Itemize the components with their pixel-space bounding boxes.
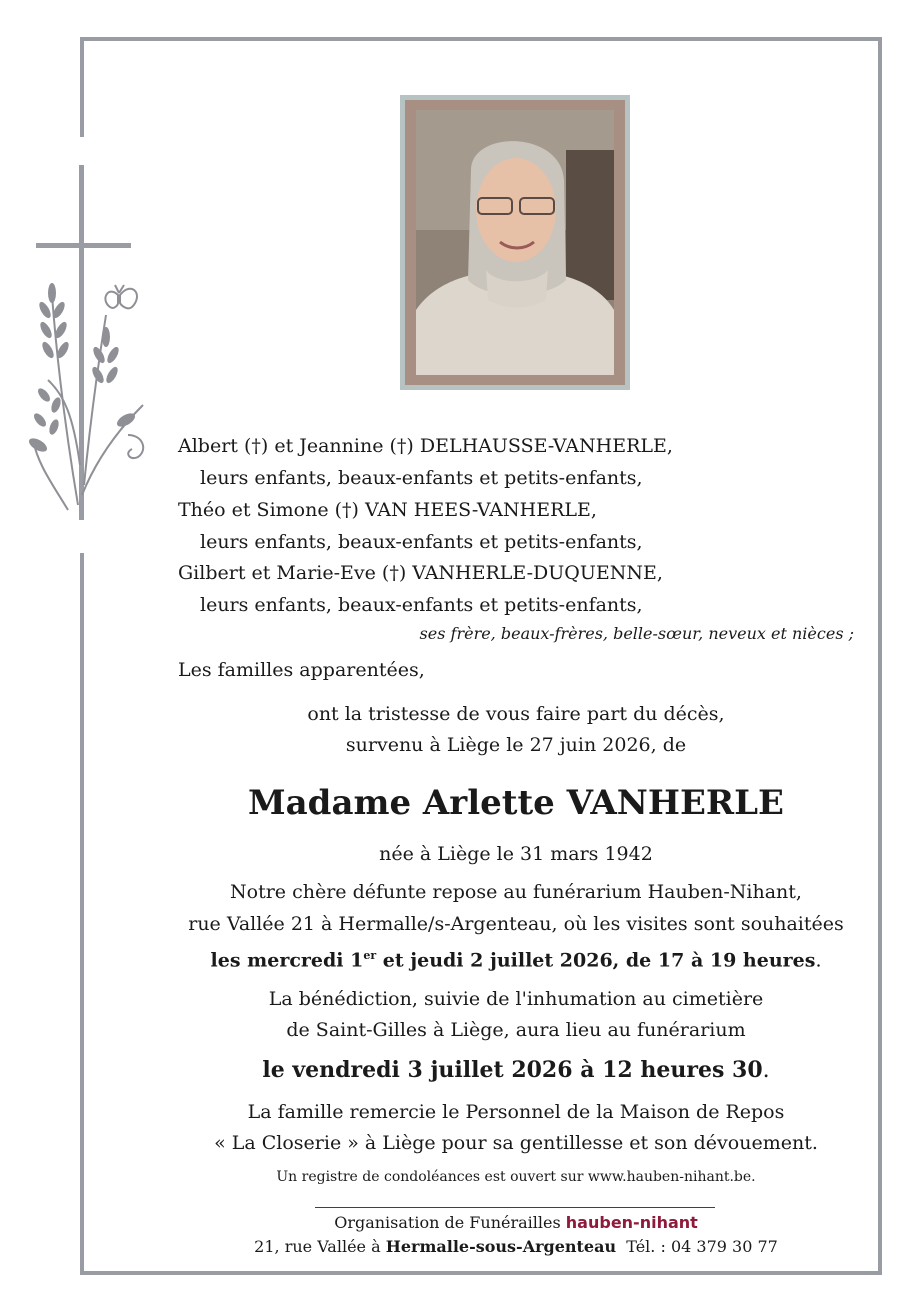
ceremony-date-text: le vendredi 3 juillet 2026 à 12 heures 30 bbox=[262, 1057, 763, 1083]
family-line-5: Gilbert et Marie-Eve (†) VANHERLE-DUQUENNE, bbox=[178, 562, 663, 584]
families-related: Les familles apparentées, bbox=[178, 659, 425, 681]
register-line: Un registre de condoléances est ouvert sur www.hauben-nihant.be. bbox=[276, 1169, 756, 1185]
visit-line-2: rue Vallée 21 à Hermalle/s-Argenteau, où les visites sont souhaitées bbox=[188, 913, 844, 935]
relatives-line: ses frère, beaux-frères, belle-sœur, neveux et nièces ; bbox=[419, 624, 854, 643]
frame-right-border bbox=[878, 37, 882, 1275]
visit-dates bbox=[160, 950, 872, 970]
ceremony-line-2: de Saint-Gilles à Liège, aura lieu au funérarium bbox=[286, 1019, 746, 1041]
thanks-line-2: « La Closerie » à Liège pour sa gentillesse et son dévouement. bbox=[214, 1132, 818, 1154]
footer-address-prefix: 21, rue Vallée à bbox=[254, 1237, 381, 1256]
ceremony-date-end: . bbox=[762, 1058, 770, 1083]
footer-address-city: Hermalle-sous-Argenteau bbox=[385, 1237, 617, 1256]
ceremony-date bbox=[160, 1059, 872, 1082]
butterfly-icon bbox=[105, 285, 137, 308]
visit-line-1: Notre chère défunte repose au funérarium Hauben-Nihant, bbox=[230, 881, 802, 903]
footer-phone: Tél. : 04 379 30 77 bbox=[626, 1237, 778, 1256]
frame-left-border-bottom bbox=[80, 553, 84, 1275]
announce-line-1: ont la tristesse de vous faire part du décès, bbox=[307, 703, 725, 725]
family-line-4: leurs enfants, beaux-enfants et petits-enfants, bbox=[200, 531, 643, 553]
birth-line: née à Liège le 31 mars 1942 bbox=[379, 843, 653, 865]
family-line-3: Théo et Simone (†) VAN HEES-VANHERLE, bbox=[178, 499, 597, 521]
footer-address-line bbox=[160, 1239, 872, 1255]
ceremony-line-1: La bénédiction, suivie de l'inhumation au cimetière bbox=[268, 988, 764, 1010]
deceased-name: Madame Arlette VANHERLE bbox=[248, 783, 784, 823]
cross-wheat-butterfly-ornament bbox=[28, 165, 158, 530]
wheat-icon bbox=[28, 283, 143, 510]
visit-dates-part2: et jeudi 2 juillet 2026, de 17 à 19 heures bbox=[376, 949, 816, 972]
family-line-6: leurs enfants, beaux-enfants et petits-enfants, bbox=[200, 594, 643, 616]
visit-dates-part1: les mercredi 1 bbox=[210, 949, 364, 972]
frame-bottom-border bbox=[80, 1271, 882, 1275]
portrait-photo bbox=[416, 110, 614, 375]
thanks-line-1: La famille remercie le Personnel de la Maison de Repos bbox=[247, 1101, 785, 1123]
footer-divider bbox=[315, 1207, 715, 1208]
visit-dates-sup: er bbox=[363, 949, 377, 962]
frame-left-border-top bbox=[80, 37, 84, 137]
portrait-mat bbox=[405, 100, 625, 385]
announce-line-2: survenu à Liège le 27 juin 2026, de bbox=[345, 734, 687, 756]
portrait-frame bbox=[400, 95, 630, 390]
footer-org-line bbox=[160, 1215, 872, 1231]
footer-org-label: Organisation de Funérailles bbox=[334, 1213, 561, 1232]
visit-dates-end: . bbox=[815, 949, 822, 972]
brand-logo: hauben-nihant bbox=[565, 1213, 698, 1232]
cross-icon bbox=[36, 165, 131, 520]
family-line-1: Albert (†) et Jeannine (†) DELHAUSSE-VANHERLE, bbox=[178, 435, 673, 457]
family-line-2: leurs enfants, beaux-enfants et petits-enfants, bbox=[200, 467, 643, 489]
frame-top-border bbox=[80, 37, 882, 41]
